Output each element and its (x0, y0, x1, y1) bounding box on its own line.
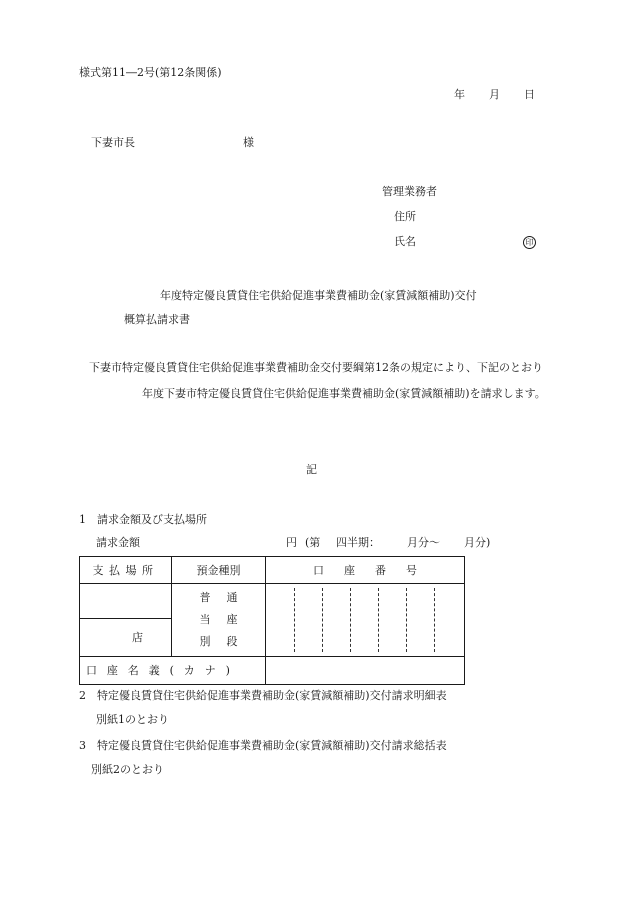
section1-heading: 1 請求金額及び支払場所 (79, 513, 207, 526)
document-title-line1: 年度特定優良賃貸住宅供給促進事業費補助金(家賃減額補助)交付 (160, 289, 477, 302)
deposit-type-header: 預金種別 (172, 557, 266, 584)
account-table (79, 556, 465, 685)
section2-heading: 2 特定優良賃貸住宅供給促進事業費補助金(家賃減額補助)交付請求明細表 (79, 689, 447, 702)
section3-heading: 3 特定優良賃貸住宅供給促進事業費補助金(家賃減額補助)交付請求総括表 (79, 739, 447, 752)
quarter-label: 四半期： (336, 536, 380, 549)
seal-mark: 印 (523, 236, 536, 249)
type-option[interactable]: 別段 (199, 635, 238, 648)
digit-divider (434, 588, 435, 652)
digit-divider (350, 588, 351, 652)
account-number-header (266, 557, 465, 584)
account-name-cell[interactable] (266, 657, 465, 685)
account-number-char: 番 (375, 563, 386, 577)
document-title-line2: 概算払請求書 (124, 313, 190, 326)
section2-note: 別紙1のとおり (96, 713, 169, 726)
ki-mark: 記 (306, 463, 317, 476)
account-number-char: 口 (313, 563, 324, 577)
addressee-honorific: 様 (243, 136, 254, 149)
digit-divider (406, 588, 407, 652)
date-month: 月 (489, 88, 500, 101)
account-number-char: 号 (406, 563, 417, 577)
store-label: 店 (132, 631, 143, 644)
form-number: 様式第11―2号(第12条関係) (79, 66, 222, 79)
from-month: 月分～ (407, 536, 440, 549)
payment-place-header: 支払場所 (80, 557, 172, 584)
body-paragraph (78, 355, 551, 407)
amount-label: 請求金額 (96, 536, 140, 549)
period-open: (第 (305, 536, 321, 549)
body-part1: 下妻市特定優良賃貸住宅供給促進事業費補助金交付要綱第12条の規定により、下記のとおり (89, 361, 543, 374)
applicant-name-label: 氏名 (394, 235, 416, 248)
body-part2: 年度下妻市特定優良賃貸住宅供給促進事業費補助金(家賃減額補助)を請求します。 (142, 387, 546, 400)
applicant-address-label: 住所 (394, 210, 416, 223)
applicant-role: 管理業務者 (382, 185, 437, 198)
date-year: 年 (454, 88, 465, 101)
account-name-label: 口座名義(カナ) (80, 657, 266, 685)
digit-divider (294, 588, 295, 652)
to-month: 月分) (464, 536, 491, 549)
branch-cell[interactable] (80, 619, 172, 657)
date-day: 日 (524, 88, 535, 101)
yen-unit: 円 (286, 536, 297, 549)
bank-name-cell[interactable] (80, 584, 172, 619)
addressee-mayor: 下妻市長 (91, 136, 135, 149)
type-option[interactable]: 当座 (199, 613, 238, 626)
account-number-char: 座 (344, 563, 355, 577)
account-number-digits[interactable] (266, 584, 465, 657)
digit-divider (322, 588, 323, 652)
deposit-type-options[interactable] (172, 584, 266, 657)
type-option[interactable]: 普通 (199, 591, 238, 604)
digit-divider (378, 588, 379, 652)
section3-note: 別紙2のとおり (91, 763, 164, 776)
